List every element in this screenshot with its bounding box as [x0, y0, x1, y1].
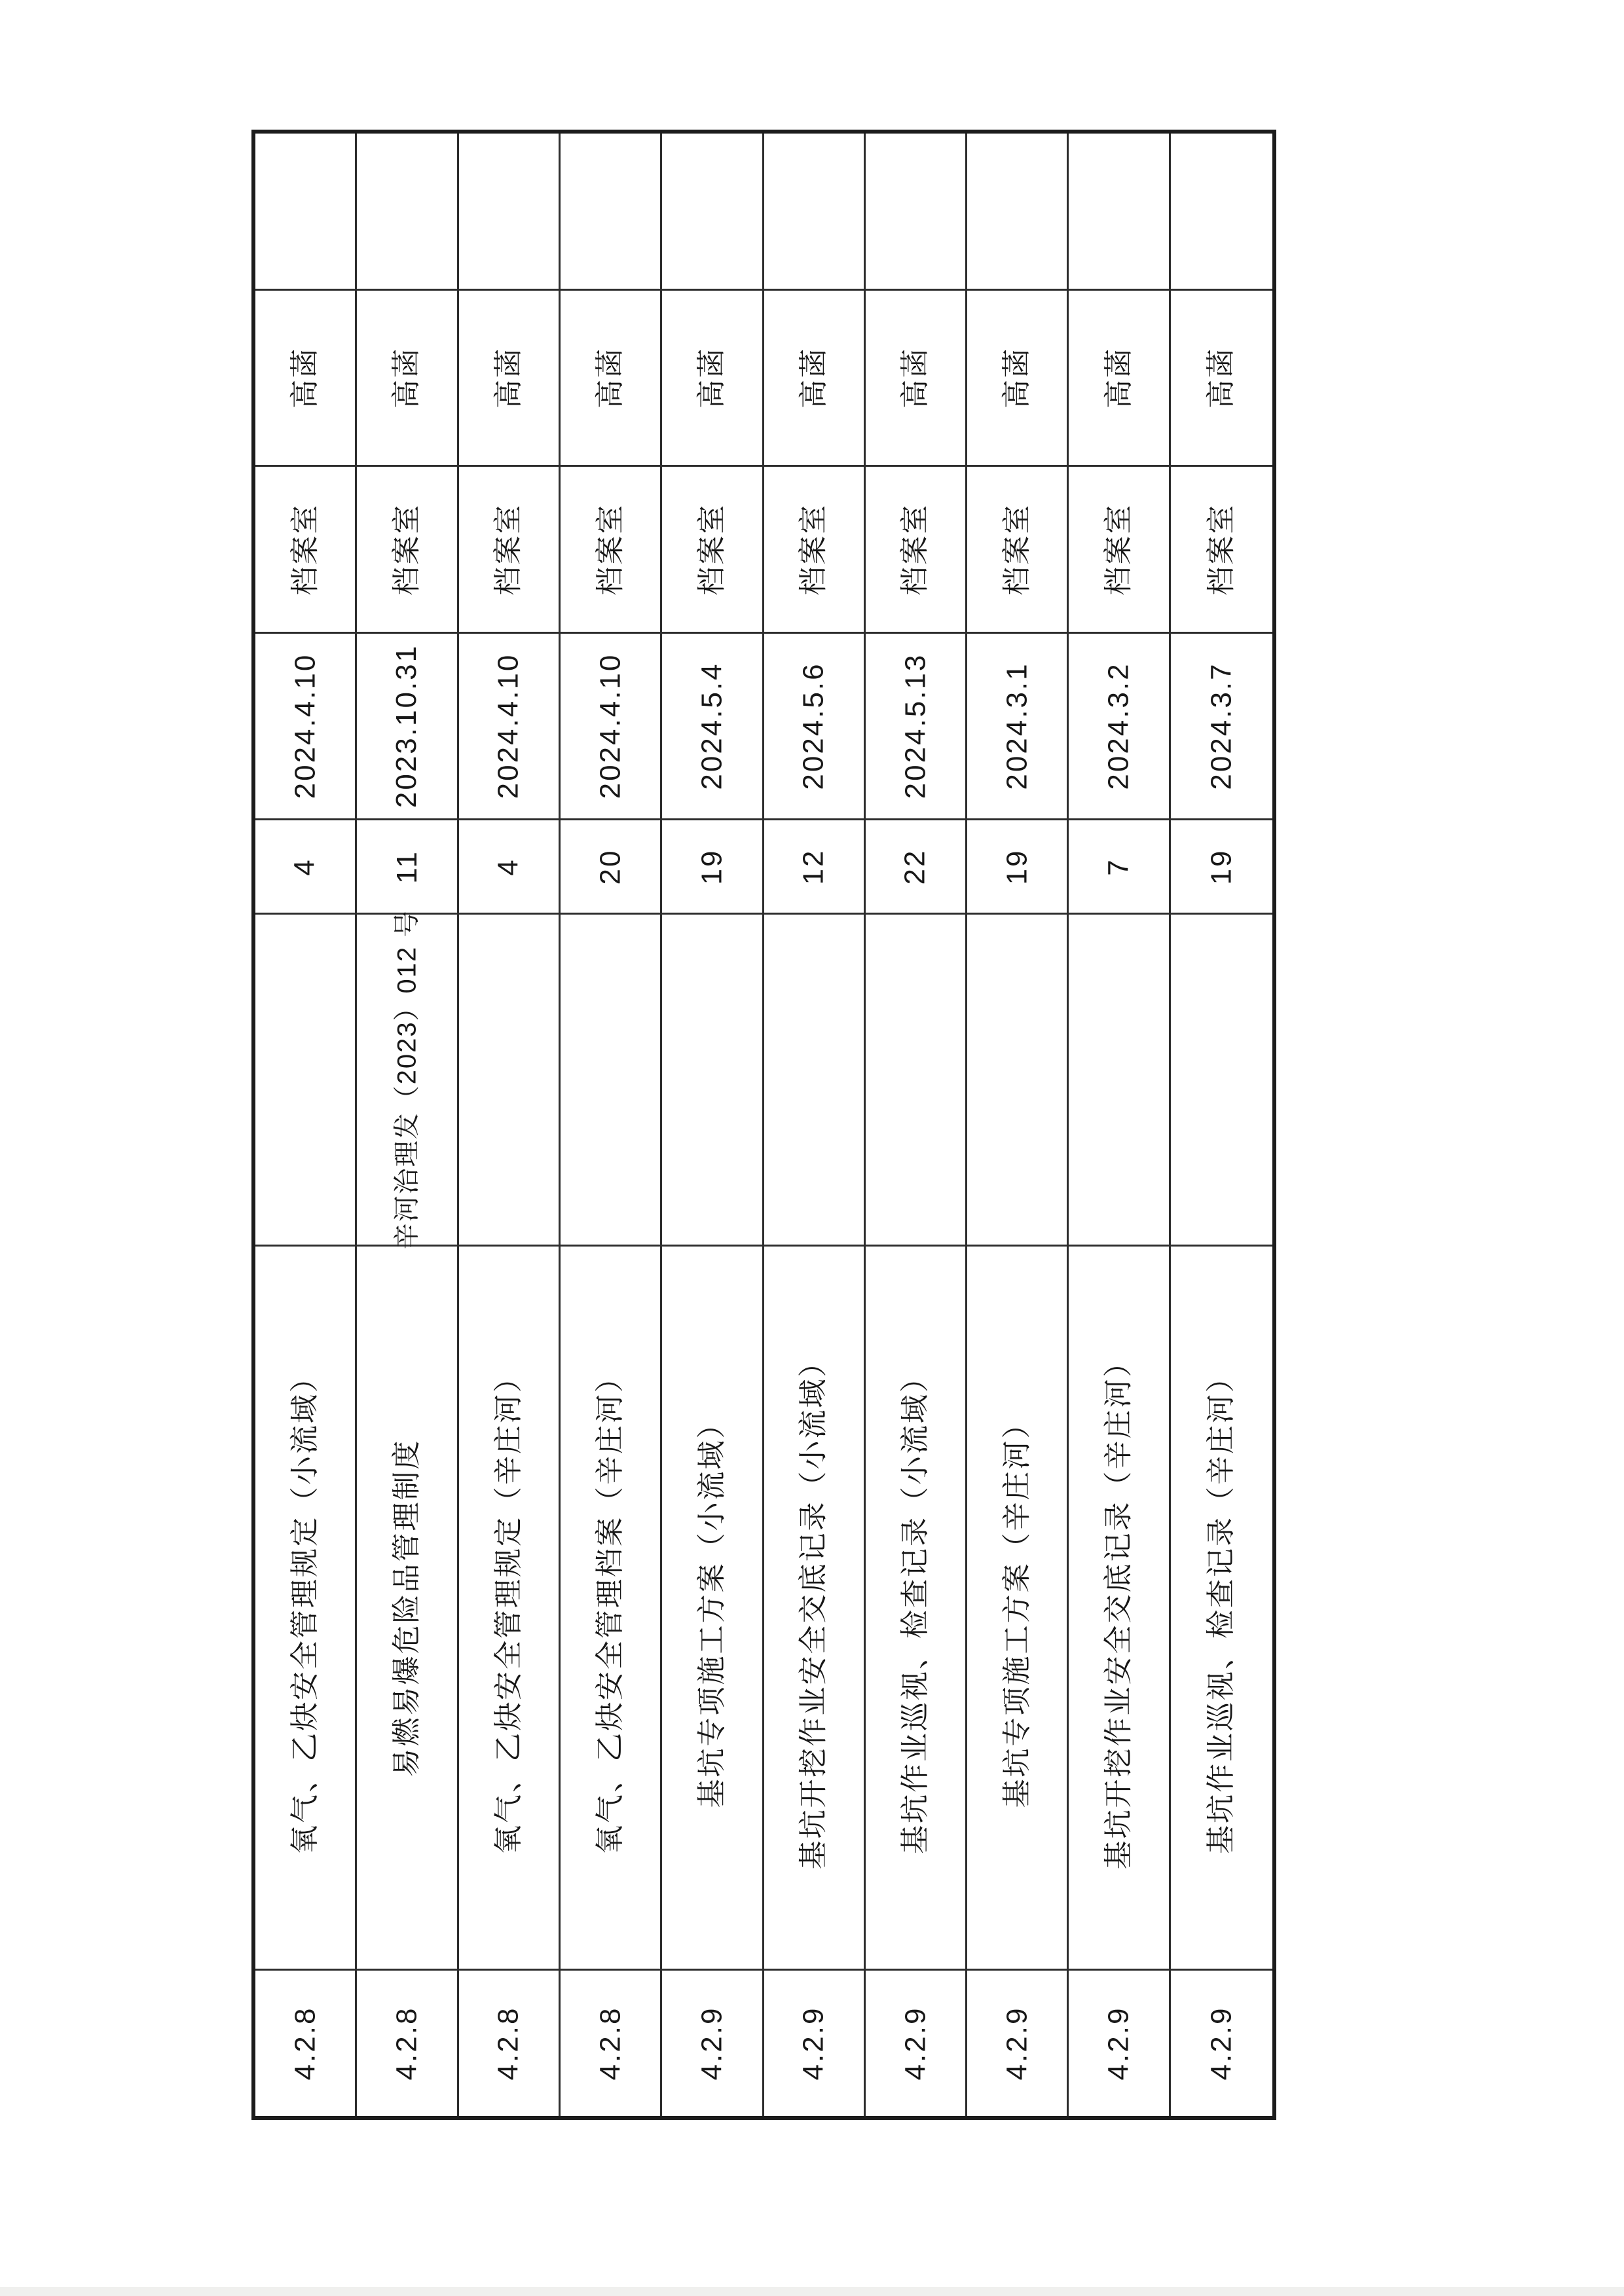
cell-signer	[255, 291, 355, 467]
signer-name: 高菡	[289, 347, 322, 409]
storage-location: 档案室	[390, 503, 423, 596]
cell-signer	[967, 291, 1067, 467]
cell-note	[255, 134, 355, 291]
cell-archive-code	[459, 1971, 559, 2116]
cell-page-count	[764, 820, 864, 915]
page-count: 7	[1102, 857, 1135, 876]
doc-title: 基坑作业巡视、检查记录（辛庄河）	[1205, 1361, 1238, 1854]
cell-filing-date	[967, 634, 1067, 820]
signer-name: 高菡	[695, 347, 728, 409]
cell-storage-location	[357, 467, 456, 634]
page-count: 4	[289, 857, 322, 876]
page-count: 19	[1205, 848, 1238, 884]
cell-filing-date	[764, 634, 864, 820]
cell-storage-location	[561, 467, 660, 634]
table-row	[662, 134, 764, 2116]
archive-code: 4.2.9	[797, 2006, 830, 2081]
cell-archive-code	[764, 1971, 864, 2116]
storage-location: 档案室	[1205, 503, 1238, 596]
storage-location: 档案室	[1102, 503, 1135, 596]
filing-date: 2023.10.31	[390, 644, 423, 809]
cell-doc-number	[662, 915, 762, 1247]
cell-page-count	[1171, 820, 1272, 915]
doc-number: 辛河治理发（2023）012 号	[392, 909, 422, 1250]
cell-doc-title	[561, 1247, 660, 1971]
signer-name: 高菡	[1102, 347, 1135, 409]
signer-name: 高菡	[1205, 347, 1238, 409]
cell-doc-title	[1069, 1247, 1168, 1971]
page-count: 20	[594, 848, 627, 884]
filing-date: 2024.5.6	[797, 662, 830, 790]
cell-doc-number	[866, 915, 965, 1247]
doc-title: 基坑专项施工方案（辛庄河）	[1001, 1408, 1033, 1808]
cell-doc-number	[1171, 915, 1272, 1247]
cell-doc-number	[764, 915, 864, 1247]
signer-name: 高菡	[594, 347, 627, 409]
storage-location: 档案室	[797, 503, 830, 596]
cell-filing-date	[459, 634, 559, 820]
doc-title: 氧气、乙炔安全管理档案（辛庄河）	[594, 1361, 627, 1854]
cell-note	[357, 134, 456, 291]
cell-archive-code	[357, 1971, 456, 2116]
filing-date: 2024.3.1	[1001, 662, 1033, 790]
signer-name: 高菡	[898, 347, 931, 409]
archive-code: 4.2.9	[1102, 2006, 1135, 2081]
cell-archive-code	[1171, 1971, 1272, 2116]
page-count: 19	[695, 848, 728, 884]
cell-doc-title	[459, 1247, 559, 1971]
cell-storage-location	[662, 467, 762, 634]
cell-filing-date	[255, 634, 355, 820]
cell-signer	[1069, 291, 1168, 467]
storage-location: 档案室	[492, 503, 525, 596]
signer-name: 高菡	[1001, 347, 1033, 409]
cell-storage-location	[967, 467, 1067, 634]
cell-archive-code	[967, 1971, 1067, 2116]
cell-signer	[459, 291, 559, 467]
cell-filing-date	[1069, 634, 1168, 820]
storage-location: 档案室	[898, 503, 931, 596]
table-row	[357, 134, 458, 2116]
cell-note	[459, 134, 559, 291]
cell-archive-code	[255, 1971, 355, 2116]
cell-page-count	[255, 820, 355, 915]
storage-location: 档案室	[1001, 503, 1033, 596]
archive-code: 4.2.8	[289, 2006, 322, 2081]
cell-signer	[561, 291, 660, 467]
cell-filing-date	[662, 634, 762, 820]
signer-name: 高菡	[797, 347, 830, 409]
cell-doc-title	[967, 1247, 1067, 1971]
cell-doc-number	[1069, 915, 1168, 1247]
archive-code: 4.2.8	[594, 2006, 627, 2081]
storage-location: 档案室	[289, 503, 322, 596]
cell-note	[1069, 134, 1168, 291]
table-row	[459, 134, 561, 2116]
archive-code: 4.2.9	[1001, 2006, 1033, 2081]
filing-date: 2024.4.10	[289, 653, 322, 799]
cell-note	[1171, 134, 1272, 291]
table-row	[1171, 134, 1272, 2116]
cell-doc-title	[1171, 1247, 1272, 1971]
cell-storage-location	[764, 467, 864, 634]
cell-note	[662, 134, 762, 291]
cell-doc-number	[967, 915, 1067, 1247]
filing-date: 2024.5.4	[695, 662, 728, 790]
filing-date: 2024.3.2	[1102, 662, 1135, 790]
cell-note	[561, 134, 660, 291]
archive-code: 4.2.9	[695, 2006, 728, 2081]
cell-archive-code	[662, 1971, 762, 2116]
page-count: 22	[898, 848, 931, 884]
cell-page-count	[866, 820, 965, 915]
table-row	[764, 134, 866, 2116]
scanner-shadow-strip	[0, 2287, 1624, 2296]
signer-name: 高菡	[492, 347, 525, 409]
cell-note	[764, 134, 864, 291]
doc-title: 基坑开挖作业安全交底记录（辛庄河）	[1102, 1346, 1135, 1869]
cell-doc-number	[459, 915, 559, 1247]
signer-name: 高菡	[390, 347, 423, 409]
cell-page-count	[561, 820, 660, 915]
page-count: 12	[797, 848, 830, 884]
cell-filing-date	[866, 634, 965, 820]
cell-doc-title	[866, 1247, 965, 1971]
storage-location: 档案室	[695, 503, 728, 596]
cell-doc-title	[662, 1247, 762, 1971]
cell-signer	[662, 291, 762, 467]
cell-filing-date	[1171, 634, 1272, 820]
cell-page-count	[967, 820, 1067, 915]
cell-storage-location	[1171, 467, 1272, 634]
doc-title: 氧气、乙炔安全管理规定（辛庄河）	[492, 1361, 525, 1854]
cell-doc-number	[357, 909, 456, 1250]
filing-date: 2024.4.10	[492, 653, 525, 799]
cell-doc-title	[764, 1247, 864, 1971]
cell-doc-number	[255, 915, 355, 1247]
table-row	[561, 134, 662, 2116]
archive-code: 4.2.8	[492, 2006, 525, 2081]
cell-archive-code	[866, 1971, 965, 2116]
table-row	[255, 134, 357, 2116]
cell-doc-title	[255, 1247, 355, 1971]
page-count: 11	[390, 849, 423, 884]
archive-code: 4.2.9	[1205, 2006, 1238, 2081]
page-count: 4	[492, 857, 525, 876]
cell-archive-code	[1069, 1971, 1168, 2116]
cell-signer	[764, 291, 864, 467]
doc-title: 易燃易爆危险品管理制度	[390, 1438, 423, 1777]
storage-location: 档案室	[594, 503, 627, 596]
cell-page-count	[1069, 820, 1168, 915]
cell-filing-date	[357, 634, 456, 820]
doc-title: 基坑专项施工方案（小流域）	[695, 1408, 728, 1808]
doc-title: 基坑作业巡视、检查记录（小流域）	[898, 1361, 931, 1854]
cell-storage-location	[255, 467, 355, 634]
archive-table	[251, 130, 1276, 2120]
cell-note	[967, 134, 1067, 291]
filing-date: 2024.3.7	[1205, 662, 1238, 790]
table-row	[1069, 134, 1170, 2116]
cell-signer	[357, 291, 456, 467]
cell-storage-location	[459, 467, 559, 634]
doc-title: 基坑开挖作业安全交底记录（小流域）	[797, 1346, 830, 1869]
cell-signer	[866, 291, 965, 467]
filing-date: 2024.4.10	[594, 653, 627, 799]
doc-title: 氧气、乙炔安全管理规定（小流域）	[289, 1361, 322, 1854]
filing-date: 2024.5.13	[898, 653, 931, 799]
cell-doc-number	[561, 915, 660, 1247]
archive-code: 4.2.9	[898, 2006, 931, 2081]
cell-filing-date	[561, 634, 660, 820]
table-row	[866, 134, 967, 2116]
cell-note	[866, 134, 965, 291]
cell-page-count	[357, 820, 456, 915]
cell-page-count	[459, 820, 559, 915]
cell-storage-location	[1069, 467, 1168, 634]
cell-doc-title	[357, 1247, 456, 1971]
cell-storage-location	[866, 467, 965, 634]
cell-page-count	[662, 820, 762, 915]
table-row	[967, 134, 1069, 2116]
page-count: 19	[1001, 848, 1033, 884]
archive-code: 4.2.8	[390, 2006, 423, 2081]
cell-archive-code	[561, 1971, 660, 2116]
cell-signer	[1171, 291, 1272, 467]
